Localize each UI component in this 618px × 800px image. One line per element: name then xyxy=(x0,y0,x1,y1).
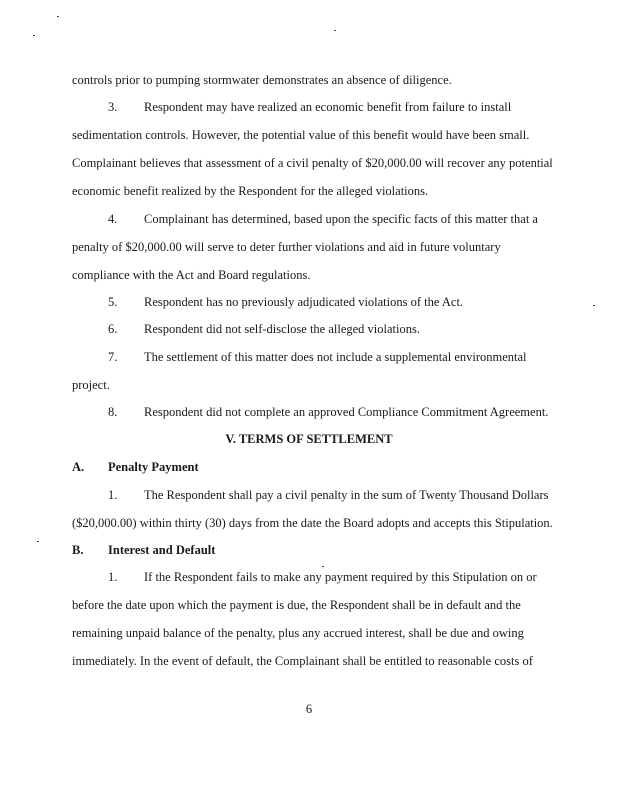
subsection-title: Penalty Payment xyxy=(108,460,199,474)
scan-speck xyxy=(57,16,59,17)
subsection-letter: B. xyxy=(72,543,84,557)
paragraph-line: Respondent has no previously adjudicated violations of the Act. xyxy=(144,295,464,309)
paragraph-line: The settlement of this matter does not include a supplemental environmental xyxy=(144,350,527,364)
item-number: 1. xyxy=(108,488,118,502)
item-number: 5. xyxy=(108,295,118,309)
paragraph-line: sedimentation controls. However, the potential value of this benefit would have been small. xyxy=(72,128,530,142)
item-number: 8. xyxy=(108,405,118,419)
scan-speck xyxy=(593,305,595,306)
page-number: 6 xyxy=(305,702,313,716)
paragraph-line: before the date upon which the payment is due, the Respondent shall be in default and the xyxy=(72,598,521,612)
scan-speck xyxy=(33,35,35,36)
item-number: 1. xyxy=(108,570,118,584)
paragraph-line: penalty of $20,000.00 will serve to deter further violations and aid in future voluntary xyxy=(72,240,501,254)
item-number: 6. xyxy=(108,322,118,336)
paragraph-line: Complainant has determined, based upon the specific facts of this matter that a xyxy=(144,212,538,226)
paragraph-line: project. xyxy=(72,378,110,392)
paragraph-line: Respondent did not complete an approved Compliance Commitment Agreement. xyxy=(144,405,549,419)
item-number: 3. xyxy=(108,100,118,114)
item-number: 4. xyxy=(108,212,118,226)
paragraph-line: The Respondent shall pay a civil penalty in the sum of Twenty Thousand Dollars xyxy=(144,488,549,502)
paragraph-line: Respondent did not self-disclose the alleged violations. xyxy=(144,322,420,336)
paragraph-line: economic benefit realized by the Respondent for the alleged violations. xyxy=(72,184,429,198)
item-number: 7. xyxy=(108,350,118,364)
paragraph-line: compliance with the Act and Board regulations. xyxy=(72,268,311,282)
scan-speck xyxy=(37,541,39,542)
scan-speck xyxy=(322,566,324,567)
paragraph-line: Complainant believes that assessment of a civil penalty of $20,000.00 will recover any potential xyxy=(72,156,553,170)
paragraph-line: remaining unpaid balance of the penalty, plus any accrued interest, shall be due and owing xyxy=(72,626,524,640)
paragraph-line: controls prior to pumping stormwater demonstrates an absence of diligence. xyxy=(72,73,452,87)
subsection-title: Interest and Default xyxy=(108,543,216,557)
paragraph-line: Respondent may have realized an economic benefit from failure to install xyxy=(144,100,512,114)
paragraph-line: immediately. In the event of default, the Complainant shall be entitled to reasonable costs of xyxy=(72,654,533,668)
scan-speck xyxy=(334,30,336,31)
section-heading: V. TERMS OF SETTLEMENT xyxy=(225,432,393,446)
paragraph-line: If the Respondent fails to make any payment required by this Stipulation on or xyxy=(144,570,537,584)
subsection-letter: A. xyxy=(72,460,85,474)
paragraph-line: ($20,000.00) within thirty (30) days from the date the Board adopts and accepts this Stipulation. xyxy=(72,516,553,530)
